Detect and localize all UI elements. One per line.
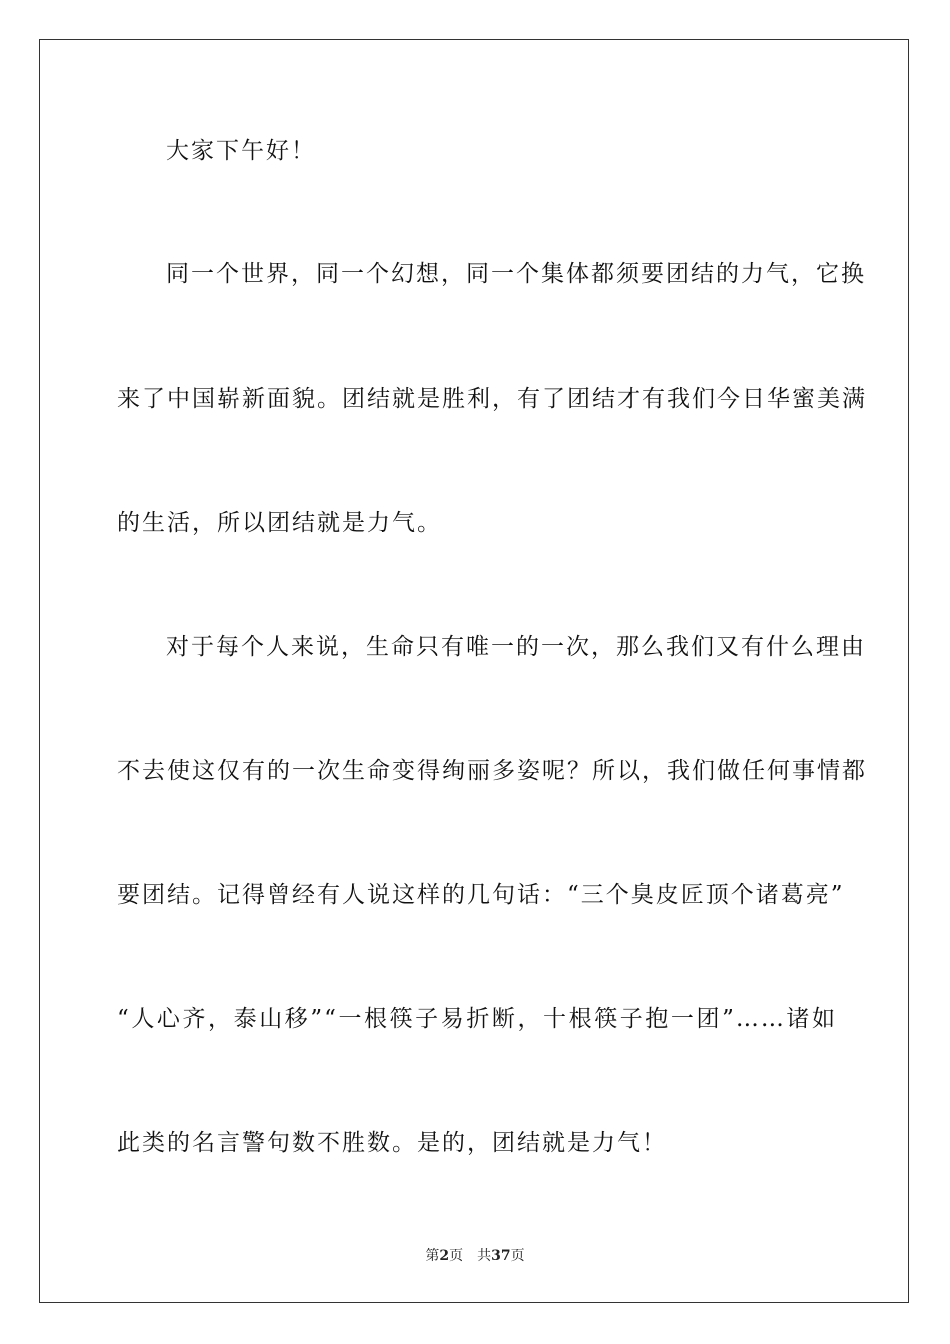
page-prefix: 第 (425, 1248, 440, 1264)
page-suffix: 页 (449, 1248, 464, 1264)
paragraph-line-5: 对于每个人来说，生命只有唯一的一次，那么我们又有什么理由 (166, 634, 866, 660)
paragraph-line-1: 大家下午好！ (166, 138, 316, 164)
paragraph-line-4: 的生活，所以团结就是力气。 (117, 510, 442, 536)
total-suffix: 页 (510, 1248, 525, 1264)
page-footer (0, 1245, 950, 1265)
page-frame (39, 39, 909, 1303)
paragraph-line-3: 来了中国崭新面貌。团结就是胜利，有了团结才有我们今日华蜜美满 (117, 386, 867, 412)
paragraph-line-2: 同一个世界，同一个幻想，同一个集体都须要团结的力气，它换 (166, 261, 866, 287)
paragraph-line-9: 此类的名言警句数不胜数。是的，团结就是力气！ (117, 1130, 667, 1156)
total-pages: 37 (491, 1248, 511, 1264)
paragraph-line-6: 不去使这仅有的一次生命变得绚丽多姿呢？所以，我们做任何事情都 (117, 758, 867, 784)
paragraph-line-7: 要团结。记得曾经有人说这样的几句话：“三个臭皮匠顶个诸葛亮” (117, 882, 845, 908)
total-prefix: 共 (477, 1248, 492, 1264)
page-number: 2 (439, 1248, 450, 1264)
paragraph-line-8: “人心齐，泰山移”“一根筷子易折断，十根筷子抱一团”……诸如 (117, 1006, 837, 1032)
